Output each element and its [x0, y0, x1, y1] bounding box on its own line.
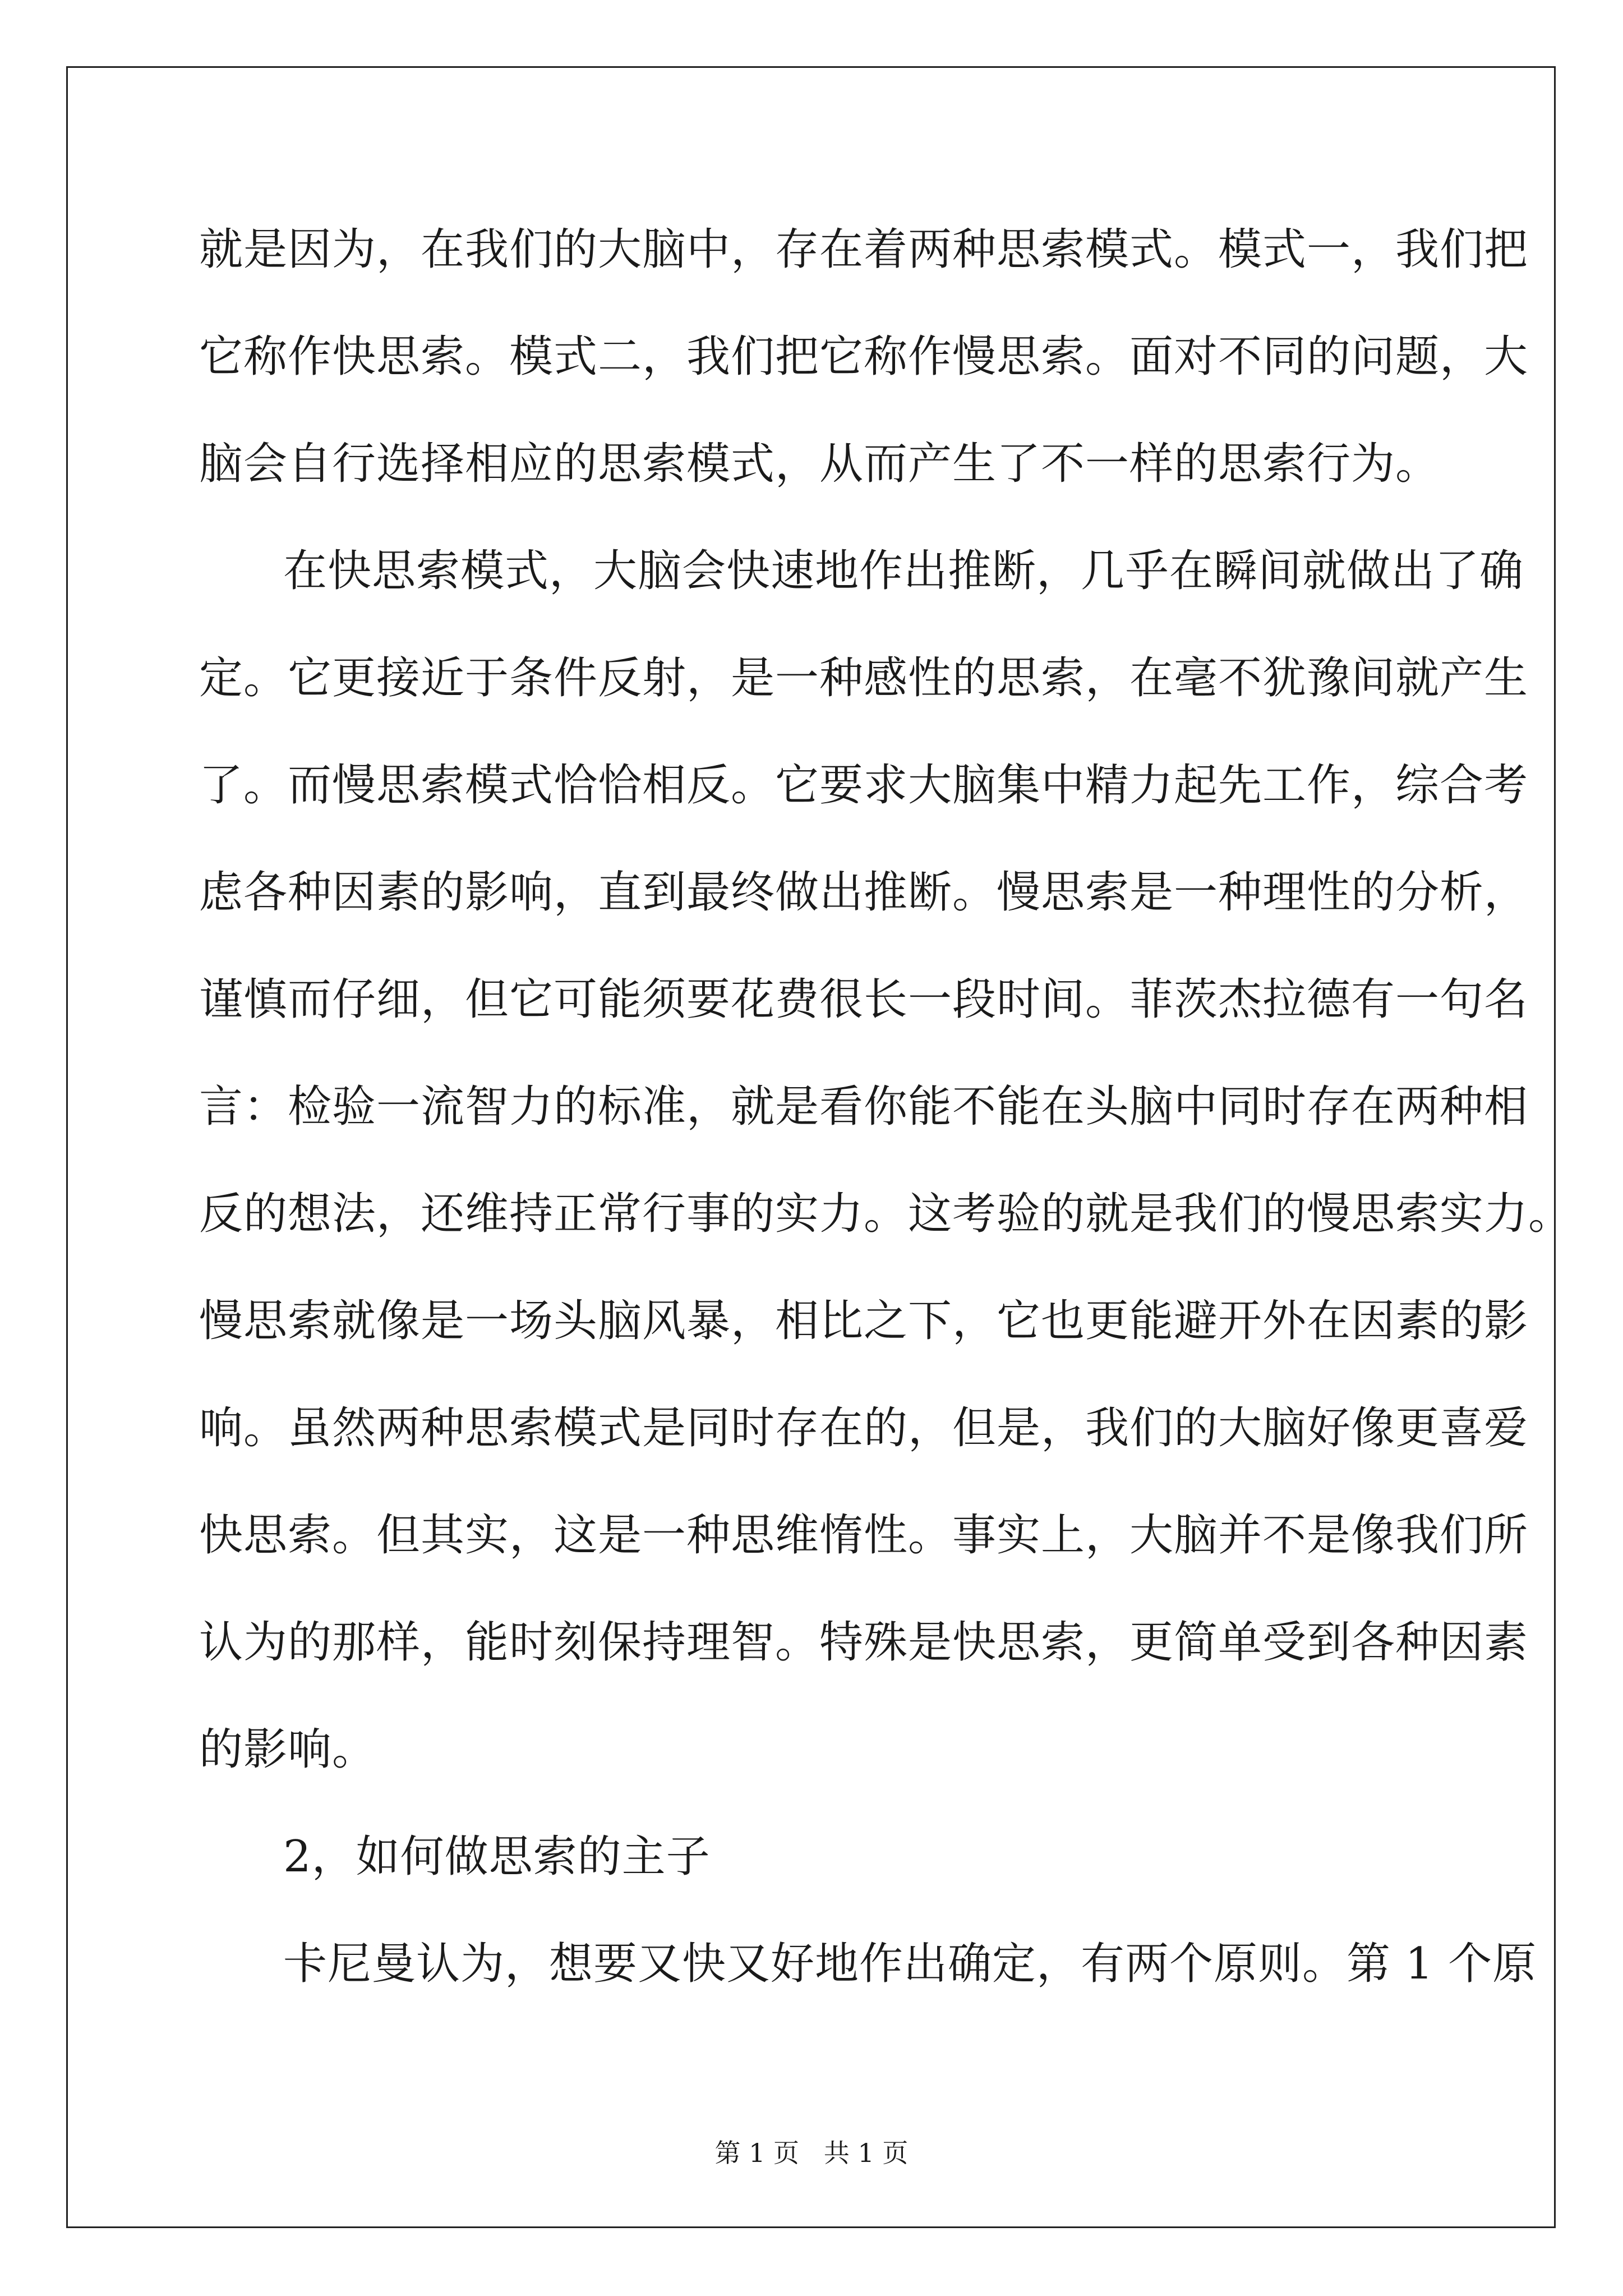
text-line: 快思索。但其实，这是一种思维惰性。事实上，大脑并不是像我们所 — [199, 1510, 1529, 1561]
paragraph-start-line: 卡尼曼认为，想要又快又好地作出确定，有两个原则。第 1 个原 — [283, 1939, 1537, 1989]
text-line: 响。虽然两种思索模式是同时存在的，但是，我们的大脑好像更喜爱 — [199, 1403, 1529, 1453]
text-line: 认为的那样，能时刻保持理智。特殊是快思索，更简单受到各种因素 — [199, 1617, 1529, 1668]
text-line: 就是因为，在我们的大脑中，存在着两种思索模式。模式一，我们把 — [199, 224, 1529, 275]
text-line: 脑会自行选择相应的思索模式，从而产生了不一样的思索行为。 — [199, 439, 1440, 489]
text-line: 言：检验一流智力的标准，就是看你能不能在头脑中同时存在两种相 — [199, 1082, 1529, 1132]
text-line: 谨慎而仔细，但它可能须要花费很长一段时间。菲茨杰拉德有一句名 — [199, 974, 1529, 1025]
section-heading: 2，如何做思索的主子 — [283, 1832, 711, 1882]
page-footer: 第 1 页 共 1 页 — [714, 2138, 909, 2168]
text-line: 虑各种因素的影响，直到最终做出推断。慢思索是一种理性的分析， — [199, 867, 1529, 918]
document-body — [199, 219, 1573, 2040]
paragraph-start-line: 在快思索模式，大脑会快速地作出推断，几乎在瞬间就做出了确 — [283, 546, 1524, 596]
text-line: 定。它更接近于条件反射，是一种感性的思索，在毫不犹豫间就产生 — [199, 653, 1529, 703]
text-line: 慢思索就像是一场头脑风暴，相比之下，它也更能避开外在因素的影 — [199, 1296, 1529, 1346]
text-line: 反的想法，还维持正常行事的实力。这考验的就是我们的慢思索实力。 — [199, 1189, 1573, 1239]
text-line: 了。而慢思索模式恰恰相反。它要求大脑集中精力起先工作，综合考 — [199, 760, 1529, 811]
text-line: 的影响。 — [199, 1724, 377, 1775]
text-line: 它称作快思索。模式二，我们把它称作慢思索。面对不同的问题，大 — [199, 332, 1529, 382]
